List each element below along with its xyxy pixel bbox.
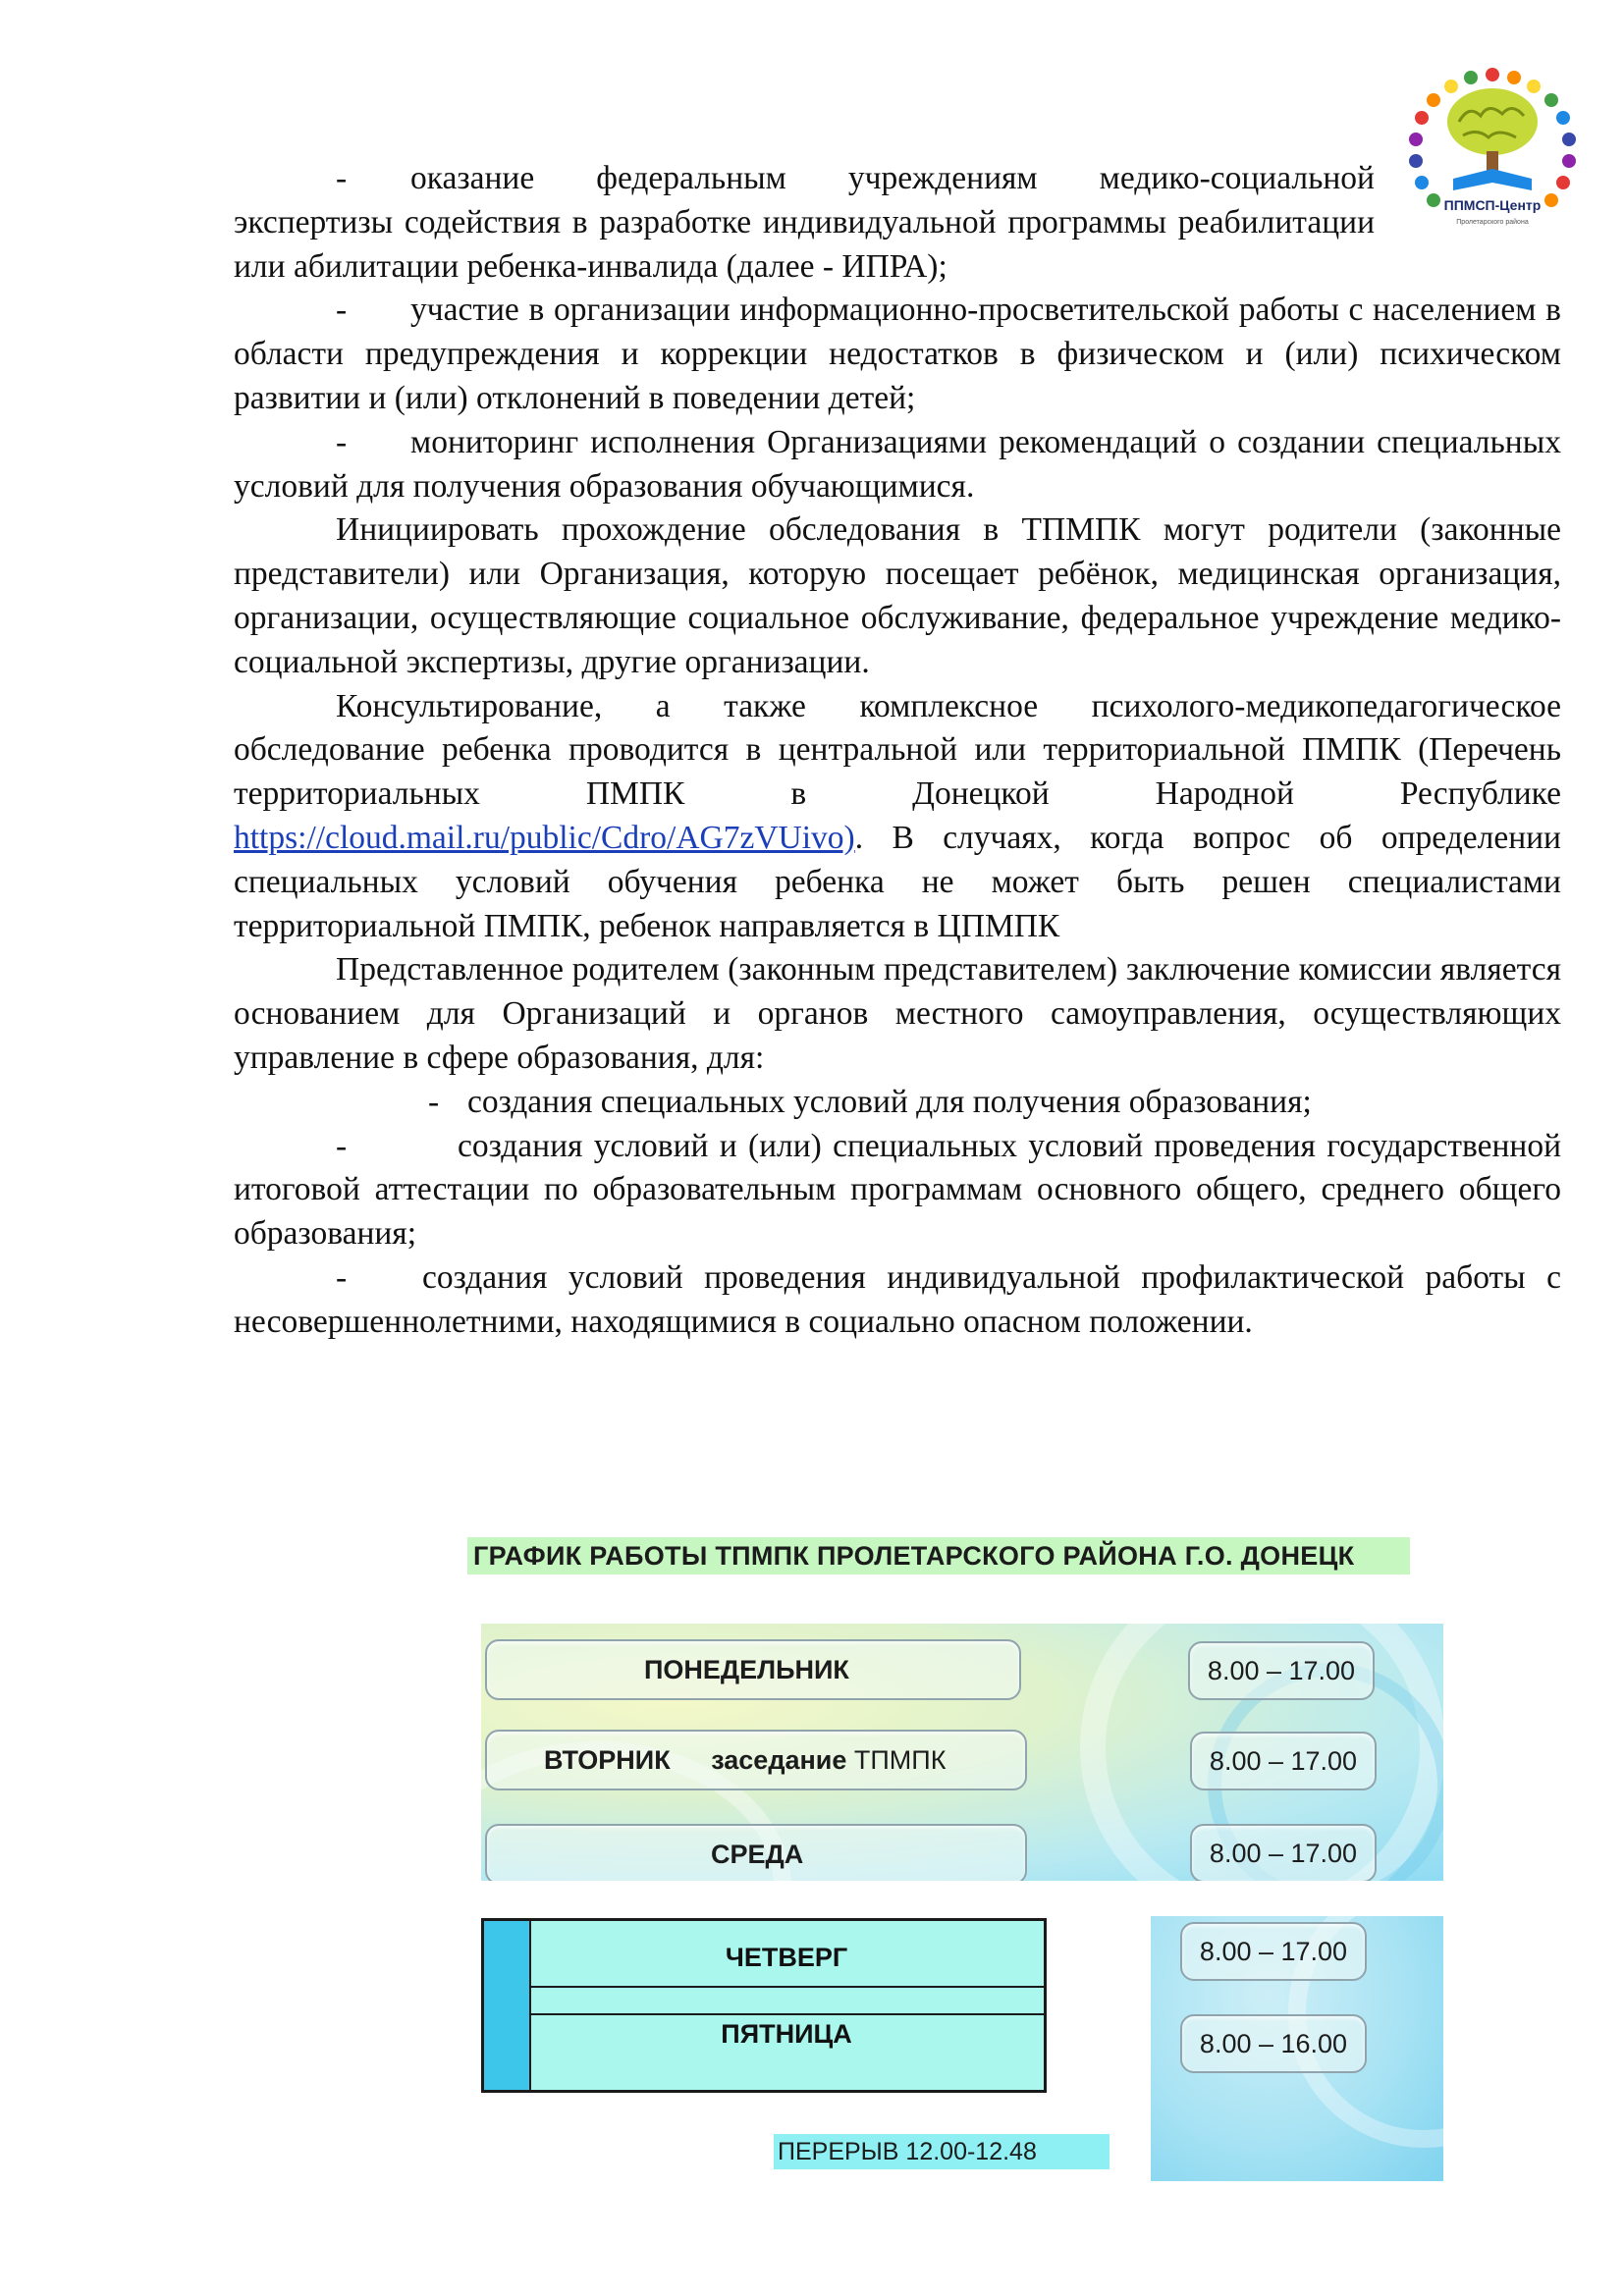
schedule-table-thu-fri [481,1918,1047,2093]
break-note: ПЕРЕРЫВ 12.00-12.48 [774,2134,1110,2169]
list-item: - мониторинг исполнения Организациями рекомендаций о создании специальных условий для получения образования обучающимися. [234,423,1561,505]
day-thursday: ЧЕТВЕРГ [725,1943,848,1972]
svg-text:Пролетарского района: Пролетарского района [1456,219,1529,226]
day-tuesday [485,1730,1027,1790]
list-item: - создания условий и (или) специальных условий проведения государственной итоговой аттестации по образовательным программам основного общего, среднего общего образования; [234,1127,1561,1253]
day-monday [485,1639,1021,1700]
paragraph: Консультирование, а также комплексное психолого-медикопедагогическое обследование ребенка проводится в центральной или территориальной ПМПК (Перечень территориальных ПМПК в Донецкой Народной Республике https://cloud.mail.ru/public/Cdro/AG7zVUivo). В случаях, когда вопрос об определении специальных условий обучения ребенка не может быть решен специалистами территориальной ПМПК, ребенок направляется в ЦПМПК [234,687,1561,944]
time-monday: 8.00 – 17.00 [1188,1641,1375,1700]
list-item: - создания специальных условий для получения образования; [428,1083,1312,1120]
schedule-panel-top [481,1624,1443,1881]
time-thursday: 8.00 – 17.00 [1180,1922,1367,1981]
list-item: - участие в организации информационно-просветительской работы с населением в области предупреждения и коррекции недостатков в физическом и (или) психическом развитии и (или) отклонений в поведении детей; [234,292,1561,416]
day-label: СРЕДА [711,1840,804,1869]
table-side-bar [484,1921,531,2090]
time-tuesday: 8.00 – 17.00 [1190,1732,1377,1790]
schedule-panel-right [1151,1916,1443,2181]
time-friday: 8.00 – 16.00 [1180,2014,1367,2073]
paragraph: Представленное родителем (законным представителем) заключение комиссии является основанием для Организаций и органов местного самоуправления, осуществляющих управление в сфере образования, для: [234,951,1561,1076]
time-wednesday: 8.00 – 17.00 [1190,1824,1377,1881]
document-body [234,157,1561,1345]
list-item: - создания условий проведения индивидуальной профилактической работы с несовершеннолетними, находящимися в социально опасном положении. [234,1258,1561,1340]
day-wednesday [485,1824,1027,1881]
day-friday: ПЯТНИЦА [721,2019,852,2049]
day-label: ВТОРНИК [544,1745,671,1775]
tuesday-note: заседание ТПМПК [711,1745,947,1775]
logo-text: ППМСП-Центр [1443,197,1542,213]
list-item: - оказание федеральным учреждениям медико-социальной экспертизы содействия в разработке индивидуальной программы реабилитации или абилитации ребенка-инвалида (далее - ИПРА); [234,160,1375,285]
registry-link[interactable]: https://cloud.mail.ru/public/Cdro/AG7zVUivo) [234,819,855,856]
schedule-title: ГРАФИК РАБОТЫ ТПМПК ПРОЛЕТАРСКОГО РАЙОНА Г.О. ДОНЕЦК [467,1537,1410,1575]
day-label: ПОНЕДЕЛЬНИК [644,1655,849,1684]
paragraph: Инициировать прохождение обследования в ТПМПК могут родители (законные представители) или Организация, которую посещает ребёнок, медицинская организация, организации, осуществляющие социальное обслуживание, федеральное учреждение медико-социальной экспертизы, другие организации. [234,511,1561,680]
